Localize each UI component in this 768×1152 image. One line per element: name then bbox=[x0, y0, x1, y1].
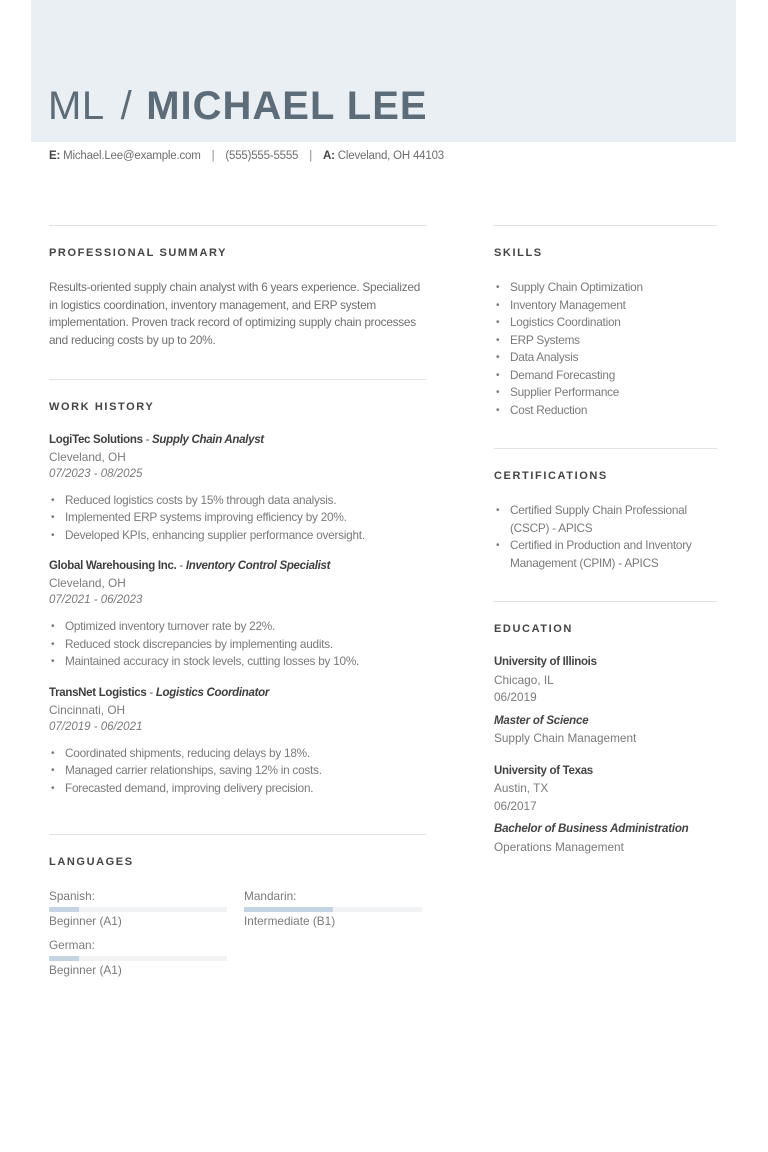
job-location: Cleveland, OH bbox=[49, 576, 126, 591]
job-entry bbox=[49, 685, 426, 798]
job-company: LogiTec Solutions bbox=[49, 433, 143, 446]
email-value[interactable]: Michael.Lee@example.com bbox=[63, 150, 201, 162]
phone-value[interactable]: (555)555-5555 bbox=[225, 150, 299, 162]
address-label: A: bbox=[323, 150, 335, 162]
language-proficiency-fill bbox=[49, 907, 79, 912]
education-section bbox=[494, 601, 717, 856]
professional-summary-section bbox=[49, 225, 426, 350]
section-divider bbox=[49, 379, 426, 380]
certifications-list bbox=[494, 502, 717, 572]
skills-section bbox=[494, 225, 717, 419]
job-entry bbox=[49, 558, 426, 671]
skill-item: • Supplier Performance bbox=[494, 384, 717, 402]
education-date: 06/2019 bbox=[494, 690, 537, 704]
job-bullet: • Reduced logistics costs by 15% through data analysis. bbox=[49, 492, 426, 510]
section-divider bbox=[494, 225, 717, 226]
languages-grid bbox=[49, 888, 426, 978]
job-dates: 07/2023 - 08/2025 bbox=[49, 467, 143, 480]
section-title: CERTIFICATIONS bbox=[494, 470, 608, 482]
language-item bbox=[244, 888, 422, 929]
name-initials: ML bbox=[48, 84, 105, 128]
language-proficiency-fill bbox=[49, 956, 79, 961]
section-title: EDUCATION bbox=[494, 623, 573, 635]
job-company: TransNet Logistics bbox=[49, 686, 147, 699]
summary-text: Results-oriented supply chain analyst with 6 years experience. Specialized in logistics coordination, inventory management, and ERP system implementation. Proven track record of optimizing supply chain processes and reducing costs by up to 20%. bbox=[49, 280, 421, 348]
job-bullet: • Forecasted demand, improving delivery precision. bbox=[49, 780, 426, 798]
education-entry bbox=[494, 763, 717, 857]
education-school: University of Texas bbox=[494, 764, 593, 777]
right-column bbox=[494, 225, 717, 856]
job-location: Cleveland, OH bbox=[49, 449, 126, 464]
language-item bbox=[49, 888, 227, 929]
contact-separator: | bbox=[211, 150, 215, 162]
name-heading bbox=[48, 82, 428, 130]
education-location: Chicago, IL bbox=[494, 672, 554, 687]
education-date: 06/2017 bbox=[494, 798, 537, 813]
skills-list bbox=[494, 279, 717, 419]
address-value: Cleveland, OH 44103 bbox=[337, 150, 444, 162]
section-divider bbox=[49, 834, 426, 835]
job-location: Cincinnati, OH bbox=[49, 702, 126, 717]
job-bullet: • Optimized inventory turnover rate by 22%. bbox=[49, 618, 426, 636]
section-title: SKILLS bbox=[494, 247, 543, 259]
education-field: Supply Chain Management bbox=[494, 731, 637, 745]
language-level: Beginner (A1) bbox=[49, 914, 122, 929]
full-name: MICHAEL LEE bbox=[146, 84, 428, 128]
job-title: Supply Chain Analyst bbox=[152, 433, 264, 446]
education-school: University of Illinois bbox=[494, 656, 597, 668]
job-bullets bbox=[49, 618, 426, 671]
job-bullet: • Maintained accuracy in stock levels, cutting losses by 10%. bbox=[49, 653, 426, 671]
language-proficiency-fill bbox=[244, 907, 333, 912]
skill-item: • Cost Reduction bbox=[494, 402, 717, 420]
job-company: Global Warehousing Inc. bbox=[49, 560, 177, 573]
job-dates: 07/2019 - 06/2021 bbox=[49, 720, 143, 733]
section-divider bbox=[49, 225, 426, 226]
certifications-section bbox=[494, 448, 717, 572]
job-bullet: • Developed KPIs, enhancing supplier performance oversight. bbox=[49, 527, 426, 545]
education-degree: Master of Science bbox=[494, 714, 589, 727]
job-title: Inventory Control Specialist bbox=[185, 560, 331, 573]
job-bullet: • Managed carrier relationships, saving 12% in costs. bbox=[49, 762, 426, 780]
skill-item: • Logistics Coordination bbox=[494, 314, 717, 332]
education-location: Austin, TX bbox=[494, 781, 549, 795]
language-name: German: bbox=[49, 938, 95, 953]
language-proficiency-bar bbox=[49, 907, 227, 912]
job-bullet: • Reduced stock discrepancies by implementing audits. bbox=[49, 636, 426, 654]
job-bullet: • Coordinated shipments, reducing delays by 18%. bbox=[49, 745, 426, 763]
skill-item: • Data Analysis bbox=[494, 349, 717, 367]
certification-item: • Certified in Production and Inventory Management (CPIM) - APICS bbox=[494, 537, 717, 572]
section-title: LANGUAGES bbox=[49, 856, 134, 869]
job-dates: 07/2021 - 06/2023 bbox=[49, 594, 143, 607]
education-degree: Bachelor of Business Administration bbox=[494, 823, 689, 835]
left-column bbox=[49, 225, 426, 978]
skill-item: • Inventory Management bbox=[494, 297, 717, 315]
language-name: Mandarin: bbox=[244, 889, 297, 904]
skill-item: • Demand Forecasting bbox=[494, 367, 717, 385]
language-item bbox=[49, 937, 227, 978]
language-level: Intermediate (B1) bbox=[244, 914, 336, 929]
languages-section bbox=[49, 834, 426, 978]
language-level: Beginner (A1) bbox=[49, 963, 122, 978]
education-entry bbox=[494, 654, 717, 748]
job-bullets bbox=[49, 492, 426, 545]
skill-item: • Supply Chain Optimization bbox=[494, 279, 717, 297]
job-entry bbox=[49, 432, 426, 545]
job-title: Logistics Coordinator bbox=[155, 686, 270, 699]
job-bullet: • Implemented ERP systems improving efficiency by 20%. bbox=[49, 509, 426, 527]
work-history-section bbox=[49, 379, 426, 798]
job-heading: Global Warehousing Inc. - Inventory Control Specialist bbox=[49, 560, 331, 573]
job-heading: LogiTec Solutions - Supply Chain Analyst bbox=[49, 433, 264, 446]
language-proficiency-bar bbox=[244, 907, 422, 912]
certification-item: • Certified Supply Chain Professional (CSCP) - APICS bbox=[494, 502, 717, 537]
email-label: E: bbox=[49, 150, 61, 162]
language-name: Spanish: bbox=[49, 889, 95, 904]
job-heading: TransNet Logistics - Logistics Coordinator bbox=[49, 686, 270, 699]
contact-separator: | bbox=[309, 150, 313, 162]
section-divider bbox=[494, 601, 717, 602]
section-title: WORK HISTORY bbox=[49, 400, 155, 413]
section-divider bbox=[494, 448, 717, 449]
skill-item: • ERP Systems bbox=[494, 332, 717, 350]
name-separator: / bbox=[120, 84, 133, 128]
job-bullets bbox=[49, 745, 426, 798]
language-proficiency-bar bbox=[49, 956, 227, 961]
contact-line bbox=[49, 150, 444, 162]
section-title: PROFESSIONAL SUMMARY bbox=[49, 247, 228, 259]
education-field: Operations Management bbox=[494, 839, 624, 854]
